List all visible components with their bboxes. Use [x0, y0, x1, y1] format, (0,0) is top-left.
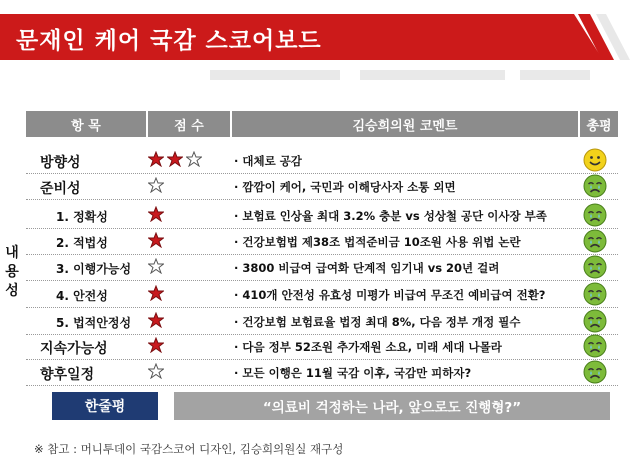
score-stars	[148, 206, 164, 222]
row-comment: · 모든 이행은 11월 국감 이후, 국감만 피하자?	[234, 366, 472, 380]
crying-face-icon	[583, 334, 607, 358]
crying-face-icon	[583, 229, 607, 253]
row-label: 4. 안전성	[56, 289, 108, 303]
row-comment: · 건강보험법 제38조 법적준비금 10조원 사용 위법 논란	[234, 235, 521, 249]
table-row	[26, 333, 618, 360]
row-comment: · 3800 비급여 급여화 단계적 임기내 vs 20년 걸려	[234, 261, 500, 275]
score-stars	[148, 232, 164, 248]
summary-label: 한줄평	[52, 392, 158, 420]
crying-face-icon	[583, 203, 607, 227]
table-row	[26, 254, 618, 281]
filled-star-icon	[148, 312, 164, 328]
table-row	[26, 202, 618, 229]
row-comment: · 대체로 공감	[234, 154, 302, 168]
crying-face-icon	[583, 309, 607, 333]
crying-face-icon	[583, 360, 607, 384]
filled-star-icon	[148, 206, 164, 222]
filled-star-icon	[148, 285, 164, 301]
table-row	[26, 173, 618, 200]
header-item: 항 목	[26, 111, 146, 137]
crying-face-icon	[583, 255, 607, 279]
filled-star-icon	[148, 337, 164, 353]
row-comment: · 건강보험 보험료율 법정 최대 8%, 다음 정부 개정 필수	[234, 315, 521, 329]
decor-bar	[360, 70, 505, 80]
row-label: 지속가능성	[40, 341, 108, 357]
row-comment: · 다음 정부 52조원 추가재원 소요, 미래 세대 나몰라	[234, 340, 502, 354]
table-row	[26, 228, 618, 255]
score-stars	[148, 258, 164, 274]
filled-star-icon	[148, 151, 164, 167]
score-stars	[148, 312, 164, 328]
score-stars	[148, 363, 164, 379]
row-comment: · 보험료 인상율 최대 3.2% 충분 vs 성상철 공단 이사장 부족	[234, 209, 547, 223]
row-label: 3. 이행가능성	[56, 262, 132, 276]
summary-text: “의료비 걱정하는 나라, 앞으로도 진행형?”	[174, 392, 610, 420]
row-comment: · 깜깜이 케어, 국민과 이해당사자 소통 외면	[234, 180, 456, 194]
table-row	[26, 359, 618, 386]
score-stars	[148, 337, 164, 353]
footnote: ※ 참고 : 머니투데이 국감스코어 디자인, 김승희의원실 재구성	[34, 442, 344, 456]
header-comment: 김승희의원 코멘트	[232, 111, 578, 137]
filled-star-icon	[148, 232, 164, 248]
smiley-face-icon	[583, 148, 607, 172]
crying-face-icon	[583, 174, 607, 198]
row-label: 1. 정확성	[56, 210, 108, 224]
empty-star-icon	[148, 363, 164, 379]
header-overall: 총평	[580, 111, 618, 137]
row-label: 2. 적법성	[56, 236, 108, 250]
empty-star-icon	[148, 258, 164, 274]
empty-star-icon	[186, 151, 202, 167]
decor-bar	[520, 70, 590, 80]
empty-star-icon	[148, 177, 164, 193]
page-title: 문재인 케어 국감 스코어보드	[16, 28, 322, 54]
crying-face-icon	[583, 282, 607, 306]
table-row	[26, 281, 618, 308]
score-stars	[148, 151, 202, 167]
score-stars	[148, 177, 164, 193]
header-score: 점 수	[148, 111, 230, 137]
score-stars	[148, 285, 164, 301]
row-label: 방향성	[40, 155, 81, 171]
table-row	[26, 147, 618, 174]
row-comment: · 410개 안전성 유효성 미평가 비급여 무조건 예비급여 전환?	[234, 288, 546, 302]
row-label: 준비성	[40, 181, 81, 197]
group-label: 내 용 성	[5, 245, 19, 299]
decor-bar	[210, 70, 340, 80]
table-row	[26, 308, 618, 335]
row-label: 5. 법적안정성	[56, 316, 132, 330]
filled-star-icon	[167, 151, 183, 167]
row-label: 향후일정	[40, 367, 95, 383]
